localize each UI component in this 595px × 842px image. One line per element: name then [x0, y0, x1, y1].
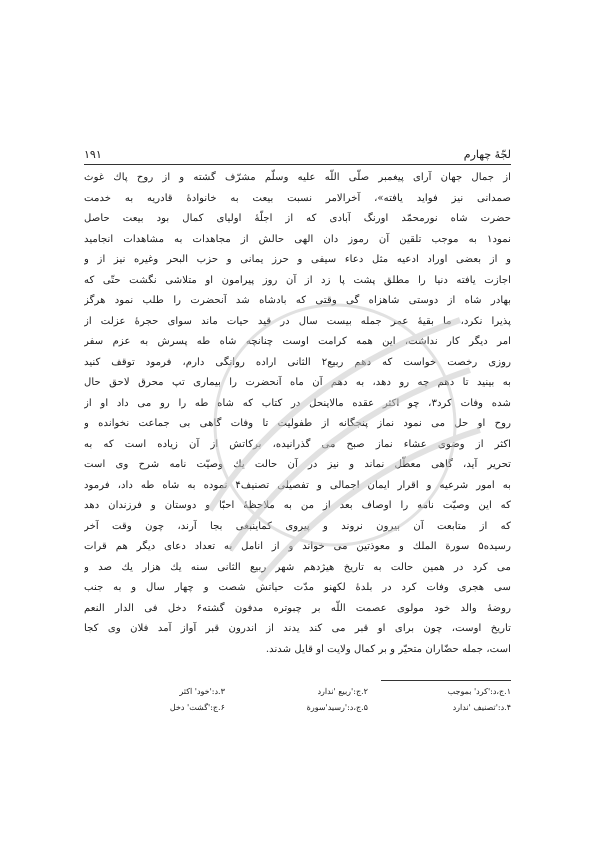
footnote-divider	[381, 680, 511, 681]
page-number: ۱۹۱	[84, 148, 102, 161]
page-header	[84, 148, 511, 165]
text-line: روضهٔ والد خود مولوی عصمت اللّه بر چبوتره مدفون گشته۶ دخل فی الدار النعم	[84, 602, 511, 614]
text-line: رسیده۵ سورة الملك و معوذتین می خواند و از انامل به تعداد دعای دیگر هم قرات	[84, 541, 511, 552]
text-line: و از بعضی اوراد ادعیه مثل دعاء سیفی و حرز یمانی و حزب البحر وغیره نیز از و	[84, 254, 511, 265]
running-title: لجّهٔ چهارم	[463, 148, 511, 161]
text-line: روح او حل می نمود نماز پنجگانه از طفولیت تا وفات گاهی بی جماعت نخوانده و	[84, 418, 511, 429]
text-line: حضرت شاه نورمحمّد اورنگ آبادی که از اجلّهٔ اولیای کمال بود بیعت حاصل	[84, 213, 511, 224]
text-line: اکثر از وضوی عشاء نماز صبح می گذرانیده، برکاتش از آن زیاده است که به	[84, 438, 511, 450]
text-line: می کرد در همین حالت به تاریخ هیژدهم شهر ربیع الثانی سنه یك هزار یك صد و	[84, 561, 511, 573]
footnote-row	[84, 684, 511, 700]
text-line: به بینید تا دهم چه رو دهد، به دهم آن ماه آنحضرت را بیماری تپ محرق لاحق حال	[84, 377, 511, 388]
text-line: روزی رخصت خواست که دهم ربیع۲ الثانی اراده روانگی دارم، فرمود توقف کنید	[84, 356, 511, 368]
footnote: ۳.د:'خود' اکثر	[179, 687, 225, 696]
text-line: تاریخ اوست، چون برای او قبر می کند یدند از اندرون قبر آواز آمد فلان وی کجا	[84, 623, 511, 634]
text-line: پذیرا نکرد، ما بقیهٔ عمر جمله بیست سال در قید حیات ماند سوای حجرهٔ عزلت از	[84, 315, 511, 327]
text-line: سی هجری وفات کرد در بلدهٔ لکهنو مدّت حیاتش شصت و چهار سال و به جنب	[84, 582, 511, 593]
text-line: نمود۱ به موجب تلقین آن رموز دان الهی حالش از مجاهدات به مشاهدات انجامید	[84, 233, 511, 245]
text-line: شده وفات کرد۳، چو اکثر عقده مالاینحل در کتاب که شاه طه را رو می داد او از	[84, 397, 511, 409]
text-line: اجازت یافته دنیا را مطلق پشت پا زد از آن روز پیرامون او متلاشی نگشت حتّی که	[84, 274, 511, 286]
footnote: ۱.ج،د:'کرد' بموجب	[447, 687, 511, 696]
footnotes	[84, 684, 511, 716]
text-line: که از متابعت آن بیرون نروند و پیروی کماینبغی بجا آرند، چون وقت آخر	[84, 520, 511, 532]
footnote: ۶.ج:'گشت' دخل	[169, 703, 225, 712]
footnote: ۵.ج،د:'رسید'سورة	[306, 703, 368, 712]
footnote: ۲.ج:'ربیع 'ندارد	[317, 687, 368, 696]
text-line: به امور شرعیه و اقرار ایمان اجمالی و تفصیلی تصنیف۴ نموده به شاه طه داد، فرمود	[84, 479, 511, 491]
text-line: از جمال جهان آرای پیغمبر صلّی اللّه علیه وسلّم مشرّف گشته و از روح پاك غوث	[84, 172, 511, 183]
text-line: است، جمله حضّاران متحیّر و بر کمال ولایت او قایل شدند.	[265, 643, 511, 655]
footnote: ۴.د:'تصنیف 'ندارد	[452, 703, 511, 712]
text-line: امر دیگر کار نداشت، این همه کرامت اوست چنانچه شاه طه پسرش به عزم سفر	[84, 336, 511, 347]
footnote-row	[84, 700, 511, 716]
text-line: بهادر شاه از دوستی شاهزاه گی وقتی که بادشاه شد آنحضرت را طلب نمود هرگز	[84, 295, 511, 306]
text-line: صمدانی نیز فواید یافته»، آخرالامر نسبت بیعت به خانوادهٔ قادریه به خدمت	[84, 192, 511, 204]
text-line: تحریر آید، گاهی معطّل نماند و نیز در آن حالت یك وصیّت نامه شرح وی است	[84, 459, 511, 470]
body-text	[84, 168, 511, 660]
text-line: که این وصیّت نامه را اوصاف بعد از من به ملاحظهٔ احبّا و دوستان و فرزندان دهد	[84, 500, 511, 511]
